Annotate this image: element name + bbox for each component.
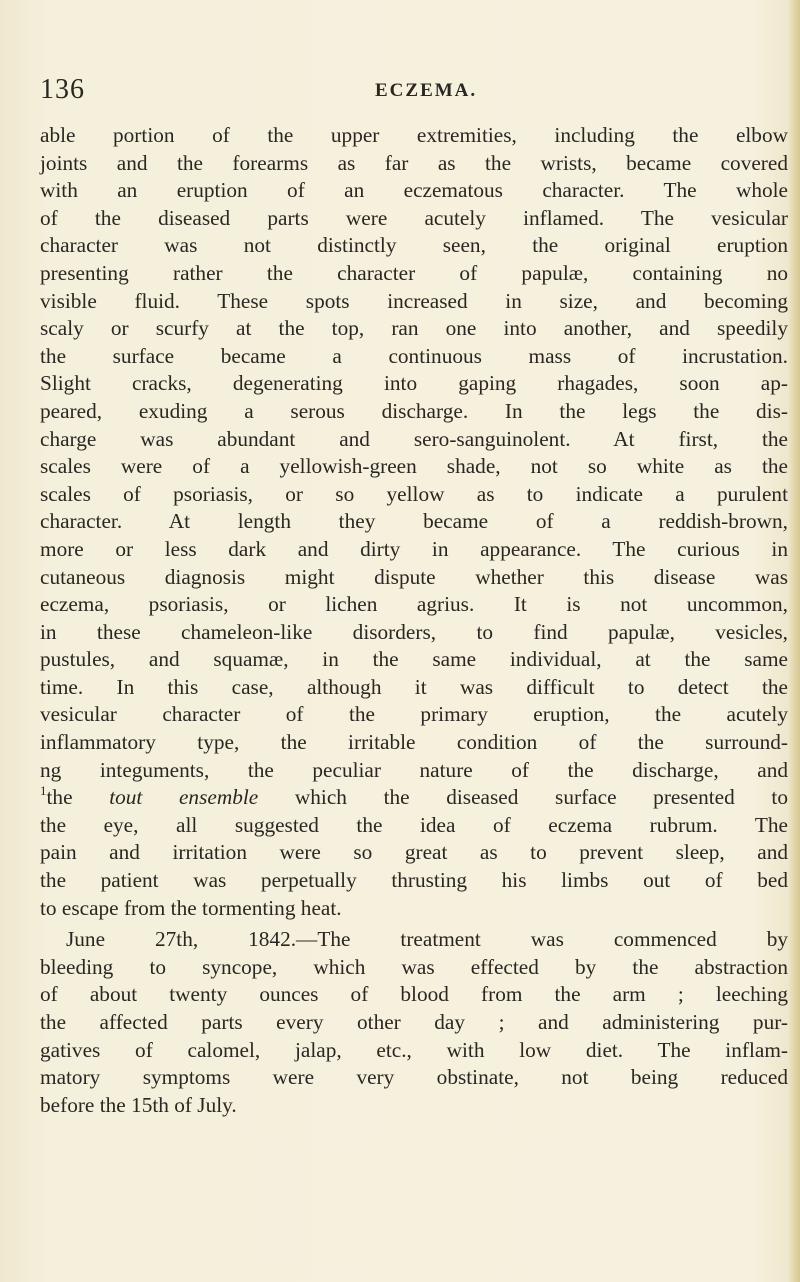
text-line: gatives of calomel, jalap, etc., with low diet. The inflam-: [40, 1037, 788, 1062]
text-line: vesicular character of the primary eruption, the acutely: [40, 702, 788, 727]
text-line: charge was abundant and sero-sanguinolent. At first, the: [40, 426, 788, 451]
text-line: the patient was perpetually thrusting his limbs out of bed: [40, 868, 788, 893]
text-line: the eye, all suggested the idea of eczema rubrum. The: [40, 812, 788, 837]
text-line: with an eruption of an eczematous character. The whole: [40, 178, 788, 203]
text-line: inflammatory type, the irritable condition of the surround-: [40, 730, 788, 755]
text-line: presenting rather the character of papulæ, containing no: [40, 260, 788, 285]
text-line: more or less dark and dirty in appearance. The curious in: [40, 536, 788, 561]
italic-phrase: tout ensemble: [109, 785, 259, 810]
text-line: eczema, psoriasis, or lichen agrius. It is not uncommon,: [40, 592, 788, 617]
text-line: joints and the forearms as far as the wrists, became covered: [40, 150, 788, 175]
text-line: pustules, and squamæ, in the same individual, at the same: [40, 647, 788, 672]
text-line: the affected parts every other day ; and administering pur-: [40, 1010, 788, 1034]
text-line: the surface became a continuous mass of incrustation.: [40, 343, 788, 368]
page-header: [40, 74, 780, 114]
text-line: matory symptoms were very obstinate, not being reduced: [40, 1065, 788, 1090]
text-line: of the diseased parts were acutely inflamed. The vesicular: [40, 205, 788, 230]
page-number: 136: [40, 74, 85, 105]
text-line: before the 15th of July.: [40, 1092, 237, 1117]
text-line: peared, exuding a serous discharge. In the legs the dis-: [40, 398, 788, 423]
text-line: cutaneous diagnosis might dispute whether this disease was: [40, 564, 788, 589]
text-line: able portion of the upper extremities, including the elbow: [40, 123, 788, 147]
text-line: of about twenty ounces of blood from the arm ; leeching: [40, 982, 788, 1007]
text-line: to escape from the tormenting heat.: [40, 895, 342, 920]
text-line: June 27th, 1842.—The treatment was commenced by: [66, 927, 788, 952]
text-line: character. At length they became of a reddish-brown,: [40, 509, 788, 534]
text-line: bleeding to syncope, which was effected by the abstraction: [40, 954, 788, 979]
text-line: time. In this case, although it was difficult to detect the: [40, 674, 788, 699]
text-line: Slight cracks, degenerating into gaping rhagades, soon ap-: [40, 371, 788, 396]
text-line: visible fluid. These spots increased in size, and becoming: [40, 288, 788, 313]
text-line: in these chameleon-like disorders, to find papulæ, vesicles,: [40, 619, 788, 644]
text-line: scales were of a yellowish-green shade, not so white as the: [40, 454, 788, 479]
text-line: scales of psoriasis, or so yellow as to indicate a purulent: [40, 481, 788, 506]
running-head: ECZEMA.: [375, 80, 478, 101]
text-fragment: which the diseased surface presented to: [258, 785, 788, 810]
text-line: scaly or scurfy at the top, ran one into another, and speedily: [40, 316, 788, 341]
text-line: character was not distinctly seen, the original eruption: [40, 233, 788, 258]
text-line-with-note: [40, 784, 788, 812]
footnote-mark: 1: [40, 783, 47, 799]
text-line: pain and irritation were so great as to prevent sleep, and: [40, 840, 788, 865]
paragraph-2: [40, 926, 788, 1119]
page-edge: [788, 0, 800, 1282]
body-text: [40, 122, 788, 1119]
paragraph-1: [40, 122, 788, 922]
text-line: ng integuments, the peculiar nature of the discharge, and: [40, 757, 788, 782]
text-fragment: the: [46, 785, 110, 810]
